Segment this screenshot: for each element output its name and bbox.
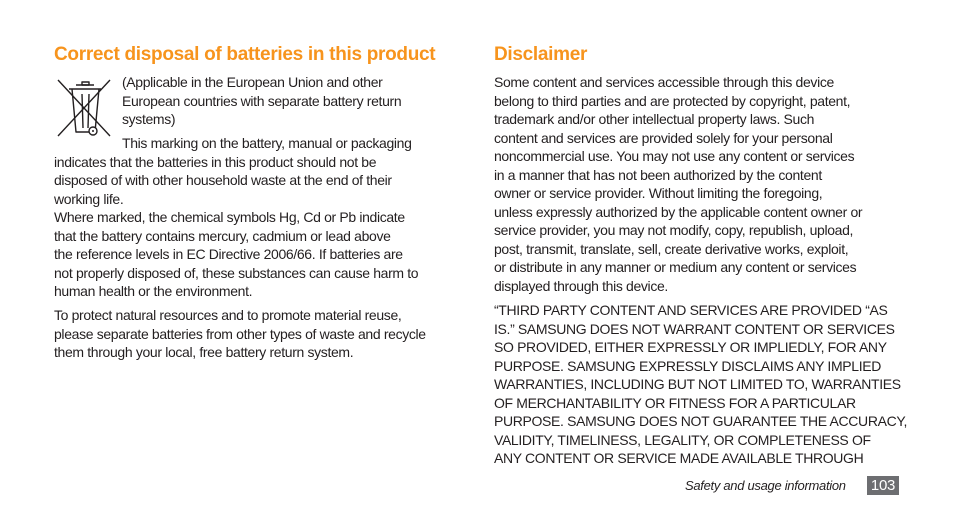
text-line: disposed of with other household waste at the end of their xyxy=(54,172,392,188)
text-line: please separate batteries from other types of waste and recycle xyxy=(54,325,426,342)
page-number-badge: 103 xyxy=(867,476,899,495)
text-line: Where marked, the chemical symbols Hg, Cd or Pb indicate xyxy=(54,209,405,225)
text-line: service provider, you may not modify, copy, republish, upload, xyxy=(494,222,854,238)
footer-section-title: Safety and usage information xyxy=(685,478,846,493)
text-line: trademark and/or other intellectual property laws. Such xyxy=(494,111,815,127)
text-line: “THIRD PARTY CONTENT AND SERVICES ARE PROVIDED “AS xyxy=(494,302,888,318)
text-line: working life. xyxy=(54,190,124,207)
text-line: noncommercial use. You may not use any content or services xyxy=(494,148,855,164)
text-line: (Applicable in the European Union and other xyxy=(122,74,383,90)
text-line: displayed through this device. xyxy=(494,277,668,294)
battery-disposal-heading: Correct disposal of batteries in this product xyxy=(54,44,436,65)
text-line: owner or service provider. Without limiting the foregoing, xyxy=(494,185,823,201)
text-line: content and services are provided solely for your personal xyxy=(494,129,833,146)
text-line: systems) xyxy=(122,111,176,127)
text-line: the reference levels in EC Directive 2006/66. If batteries are xyxy=(54,246,403,262)
text-line: in a manner that has not been authorized by the content xyxy=(494,166,822,183)
text-line: post, transmit, translate, sell, create derivative works, exploit, xyxy=(494,240,849,257)
text-line: ANY CONTENT OR SERVICE MADE AVAILABLE THROUGH xyxy=(494,450,864,466)
text-line: human health or the environment. xyxy=(54,283,253,299)
text-line: SO PROVIDED, EITHER EXPRESSLY OR IMPLIEDLY, FOR ANY xyxy=(494,339,887,355)
text-line: indicates that the batteries in this product should not be xyxy=(54,153,377,170)
text-line: or distribute in any manner or medium any content or services xyxy=(494,259,857,275)
text-line: PURPOSE. SAMSUNG DOES NOT GUARANTEE THE ACCURACY, xyxy=(494,413,908,429)
text-line: European countries with separate battery return xyxy=(122,92,402,109)
text-line: VALIDITY, TIMELINESS, LEGALITY, OR COMPLETENESS OF xyxy=(494,431,871,448)
text-line: To protect natural resources and to promote material reuse, xyxy=(54,307,402,323)
disclaimer-heading: Disclaimer xyxy=(494,44,588,65)
text-line: IS.” SAMSUNG DOES NOT WARRANT CONTENT OR SERVICES xyxy=(494,320,895,337)
text-line: them through your local, free battery return system. xyxy=(54,344,354,360)
text-line: unless expressly authorized by the applicable content owner or xyxy=(494,203,863,220)
text-line: This marking on the battery, manual or packaging xyxy=(122,135,412,151)
text-line: that the battery contains mercury, cadmium or lead above xyxy=(54,227,391,244)
text-line: OF MERCHANTABILITY OR FITNESS FOR A PARTICULAR xyxy=(494,394,856,411)
text-line: belong to third parties and are protected by copyright, patent, xyxy=(494,92,851,109)
text-line: Some content and services accessible through this device xyxy=(494,74,834,90)
text-line: not properly disposed of, these substances can cause harm to xyxy=(54,264,419,281)
text-line: PURPOSE. SAMSUNG EXPRESSLY DISCLAIMS ANY IMPLIED xyxy=(494,357,881,374)
crossed-out-wheeled-bin-icon xyxy=(54,72,114,142)
text-line: WARRANTIES, INCLUDING BUT NOT LIMITED TO, WARRANTIES xyxy=(494,376,901,392)
